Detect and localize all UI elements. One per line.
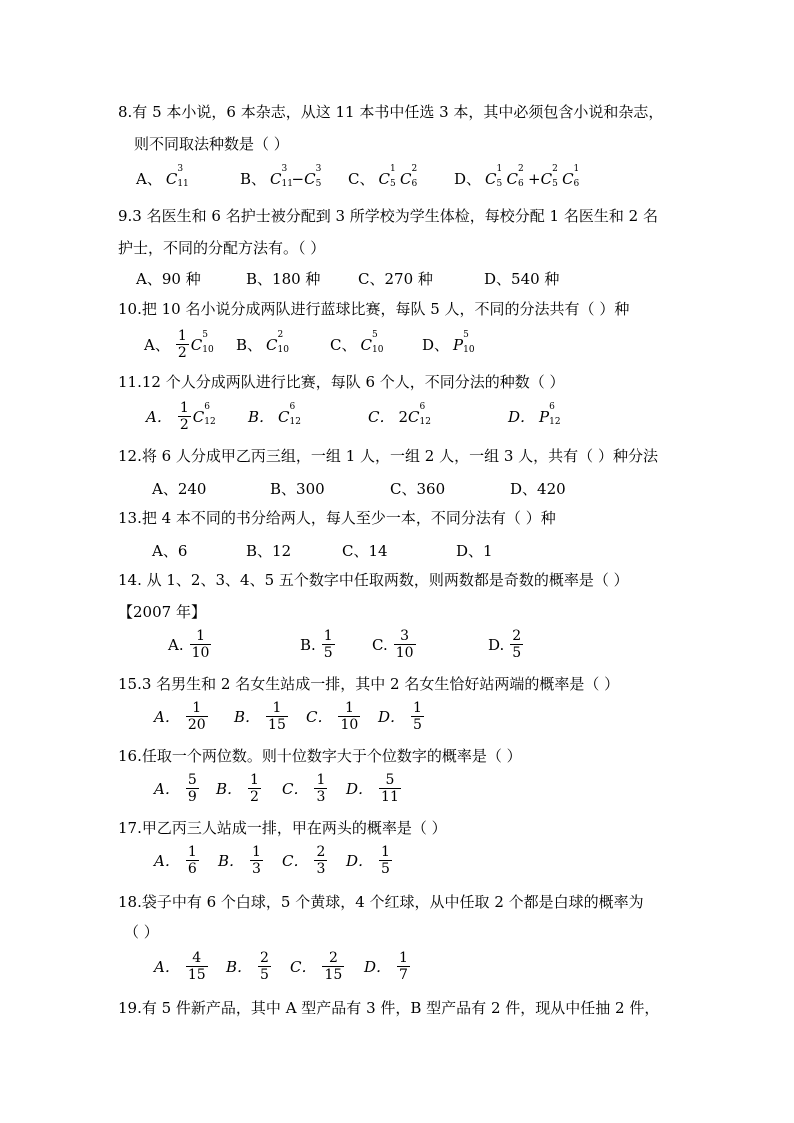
fraction: $\frac{1}{15}$ bbox=[268, 700, 286, 733]
fraction: $\frac{2}{5}$ bbox=[512, 628, 522, 661]
q16-option-c[interactable] bbox=[282, 772, 329, 805]
q15-option-a[interactable] bbox=[154, 700, 210, 733]
q9-stem-line2: 护士，不同的分配方法有。（ ） bbox=[118, 239, 326, 257]
q13-option-d[interactable]: D、1 bbox=[456, 542, 493, 560]
q18-option-d[interactable] bbox=[364, 950, 412, 983]
q12-stem: 12.将 6 人分成甲乙丙三组，一组 1 人，一组 2 人，一组 3 人，共有（ ）种分法 bbox=[118, 447, 658, 465]
q14-option-a[interactable] bbox=[168, 628, 213, 661]
option-label: B． bbox=[216, 780, 243, 798]
q11-option-b[interactable] bbox=[248, 401, 301, 427]
q15-options bbox=[0, 700, 794, 740]
q13-stem: 13.把 4 本不同的书分给两人，每人至少一本，不同分法有（ ）种 bbox=[118, 509, 556, 527]
combination-symbol: C 3 5 bbox=[304, 163, 322, 189]
q13-option-c[interactable]: C、14 bbox=[342, 542, 388, 560]
q14-option-c[interactable] bbox=[372, 628, 418, 661]
fraction: $\frac{1}{5}$ bbox=[381, 844, 390, 877]
option-label: C. bbox=[372, 635, 388, 654]
option-label: C、 bbox=[348, 170, 375, 188]
fraction: $\frac{3}{10}$ bbox=[395, 628, 414, 661]
option-label: A． bbox=[154, 780, 180, 798]
q12-option-d[interactable]: D、420 bbox=[510, 480, 566, 498]
option-label: A、 bbox=[136, 170, 162, 188]
option-label: D． bbox=[346, 780, 374, 798]
combination-symbol: C 6 12 bbox=[408, 401, 431, 427]
q14-stem: 14. 从 1、2、3、4、5 五个数字中任取两数，则两数都是奇数的概率是（ ） bbox=[118, 571, 629, 589]
option-label: B. bbox=[300, 635, 316, 654]
q8-options bbox=[0, 163, 794, 192]
fraction: $\frac{1}{10}$ bbox=[191, 628, 210, 661]
option-label: D． bbox=[346, 852, 374, 870]
option-label: B、 bbox=[240, 170, 267, 188]
combination-symbol: C 2 5 bbox=[540, 163, 558, 189]
q15-option-c[interactable] bbox=[306, 700, 362, 733]
q11-options bbox=[0, 400, 794, 436]
q12-option-a[interactable]: A、240 bbox=[152, 480, 207, 498]
fraction: $\frac{4}{15}$ bbox=[187, 950, 206, 983]
q17-option-c[interactable] bbox=[282, 844, 329, 877]
option-label: D. bbox=[488, 635, 505, 654]
q16-option-b[interactable] bbox=[216, 772, 263, 805]
option-label: A． bbox=[154, 708, 180, 726]
q8-option-a[interactable] bbox=[136, 163, 189, 189]
q9-stem-line1: 9.3 名医生和 6 名护士被分配到 3 所学校为学生体检，每校分配 1 名医生和 2 名 bbox=[118, 207, 658, 225]
q14-options bbox=[0, 628, 794, 668]
q10-option-a[interactable] bbox=[144, 328, 212, 361]
option-label: D、 bbox=[422, 336, 450, 354]
option-label: C． bbox=[368, 408, 395, 426]
combination-symbol: C 1 6 bbox=[562, 163, 580, 189]
q12-option-b[interactable]: B、300 bbox=[270, 480, 325, 498]
q17-option-b[interactable] bbox=[218, 844, 265, 877]
option-label: D、 bbox=[454, 170, 482, 188]
q9-option-a[interactable]: A、90 种 bbox=[136, 270, 201, 288]
q17-option-d[interactable] bbox=[346, 844, 394, 877]
fraction: $\frac{2}{15}$ bbox=[324, 950, 343, 983]
q13-option-a[interactable]: A、6 bbox=[152, 542, 188, 560]
combination-symbol: C 3 11 bbox=[165, 163, 189, 189]
q10-option-d[interactable] bbox=[422, 329, 475, 355]
combination-symbol: C 6 12 bbox=[278, 401, 301, 427]
option-label: A. bbox=[168, 635, 184, 654]
q15-option-d[interactable] bbox=[378, 700, 426, 733]
coefficient: 2 bbox=[398, 407, 409, 426]
option-label: C、 bbox=[330, 336, 357, 354]
option-label: B． bbox=[218, 852, 245, 870]
fraction: $\frac{1}{20}$ bbox=[187, 700, 206, 733]
q13-options bbox=[0, 540, 794, 562]
q10-option-c[interactable] bbox=[330, 329, 384, 355]
option-label: A． bbox=[146, 408, 172, 426]
q14-option-d[interactable] bbox=[488, 628, 525, 661]
q9-options bbox=[0, 268, 794, 290]
option-label: B、 bbox=[236, 336, 263, 354]
combination-symbol: C 2 6 bbox=[506, 163, 524, 189]
q16-option-a[interactable] bbox=[154, 772, 201, 805]
q19-stem: 19.有 5 件新产品，其中 A 型产品有 3 件，B 型产品有 2 件，现从中任抽 2 件， bbox=[118, 999, 660, 1017]
option-label: C． bbox=[282, 780, 309, 798]
q10-option-b[interactable] bbox=[236, 329, 289, 355]
q10-options bbox=[0, 328, 794, 364]
q11-stem: 11.12 个人分成两队进行比赛，每队 6 个人，不同分法的种数（ ） bbox=[118, 373, 565, 391]
q8-option-d[interactable] bbox=[454, 163, 584, 189]
q17-option-a[interactable] bbox=[154, 844, 201, 877]
fraction: $\frac{1}{3}$ bbox=[252, 844, 261, 877]
fraction: $\frac{1}{5}$ bbox=[413, 700, 422, 733]
q14-option-b[interactable] bbox=[300, 628, 337, 661]
option-label: D． bbox=[378, 708, 406, 726]
q8-stem-line1: 8.有 5 本小说，6 本杂志，从这 11 本书中任选 3 本，其中必须包含小说和杂志， bbox=[118, 103, 664, 121]
option-label: A． bbox=[154, 958, 180, 976]
q15-stem: 15.3 名男生和 2 名女生站成一排，其中 2 名女生恰好站两端的概率是（ ） bbox=[118, 675, 620, 693]
option-label: D． bbox=[364, 958, 392, 976]
fraction: $\frac{1}{6}$ bbox=[187, 844, 197, 877]
q18-option-b[interactable] bbox=[226, 950, 273, 983]
combination-symbol: C 3 11 bbox=[270, 163, 293, 189]
q14-year-tag: 【2007 年】 bbox=[118, 603, 206, 621]
combination-symbol: C 5 10 bbox=[190, 329, 214, 355]
q11-option-d[interactable] bbox=[508, 401, 561, 427]
option-label: D． bbox=[508, 408, 536, 426]
minus-sign: − bbox=[291, 169, 305, 188]
q16-option-d[interactable] bbox=[346, 772, 403, 805]
option-label: B． bbox=[234, 708, 261, 726]
fraction: $\frac{5}{11}$ bbox=[381, 772, 399, 805]
permutation-symbol: P 5 10 bbox=[453, 329, 475, 355]
fraction: $\frac{1}{5}$ bbox=[323, 628, 333, 661]
fraction: $\frac{1}{2}$ bbox=[179, 400, 189, 433]
q13-option-b[interactable]: B、12 bbox=[246, 542, 292, 560]
fraction: $\frac{1}{2}$ bbox=[177, 328, 187, 361]
q9-option-d[interactable]: D、540 种 bbox=[484, 270, 560, 288]
combination-symbol: C 1 5 bbox=[485, 163, 503, 189]
q17-options bbox=[0, 844, 794, 884]
combination-symbol: C 2 6 bbox=[399, 163, 418, 189]
plus-sign: + bbox=[528, 169, 541, 188]
option-label: B． bbox=[248, 408, 275, 426]
fraction: $\frac{1}{7}$ bbox=[399, 950, 408, 983]
q18-options bbox=[0, 950, 794, 990]
fraction: $\frac{2}{3}$ bbox=[316, 844, 326, 877]
option-label: B． bbox=[226, 958, 253, 976]
fraction: $\frac{2}{5}$ bbox=[260, 950, 269, 983]
fraction: $\frac{1}{3}$ bbox=[316, 772, 326, 805]
q8-option-b[interactable] bbox=[240, 163, 326, 189]
option-label: C． bbox=[290, 958, 317, 976]
fraction: $\frac{1}{2}$ bbox=[250, 772, 259, 805]
q8-option-c[interactable] bbox=[348, 163, 421, 189]
q16-stem: 16.任取一个两位数。则十位数字大于个位数字的概率是（ ） bbox=[118, 747, 522, 765]
q8-stem-line2: 则不同取法种数是（ ） bbox=[134, 135, 289, 153]
q9-option-b[interactable]: B、180 种 bbox=[246, 270, 321, 288]
option-label: C． bbox=[282, 852, 309, 870]
option-label: A． bbox=[154, 852, 180, 870]
combination-symbol: C 5 10 bbox=[360, 329, 384, 355]
q11-option-c[interactable] bbox=[368, 401, 431, 427]
q10-stem: 10.把 10 名小说分成两队进行蓝球比赛，每队 5 人，不同的分法共有（ ）种 bbox=[118, 300, 630, 318]
option-label: A、 bbox=[144, 336, 170, 354]
combination-symbol: C 2 10 bbox=[266, 329, 289, 355]
option-label: C． bbox=[306, 708, 333, 726]
q11-option-a[interactable] bbox=[146, 400, 214, 433]
permutation-symbol: P 6 12 bbox=[539, 401, 561, 427]
q18-option-c[interactable] bbox=[290, 950, 346, 983]
q18-stem-line2: （ ） bbox=[124, 923, 159, 941]
combination-symbol: C 6 12 bbox=[192, 401, 216, 427]
combination-symbol: C 1 5 bbox=[378, 163, 396, 189]
fraction: $\frac{5}{9}$ bbox=[187, 772, 197, 805]
q12-options bbox=[0, 478, 794, 500]
q16-options bbox=[0, 772, 794, 812]
q12-option-c[interactable]: C、360 bbox=[390, 480, 446, 498]
q9-option-c[interactable]: C、270 种 bbox=[358, 270, 433, 288]
q18-option-a[interactable] bbox=[154, 950, 210, 983]
fraction: $\frac{1}{10}$ bbox=[340, 700, 359, 733]
q18-stem-line1: 18.袋子中有 6 个白球，5 个黄球，4 个红球，从中任取 2 个都是白球的概率为 bbox=[118, 893, 644, 911]
q17-stem: 17.甲乙丙三人站成一排，甲在两头的概率是（ ） bbox=[118, 819, 447, 837]
q15-option-b[interactable] bbox=[234, 700, 290, 733]
